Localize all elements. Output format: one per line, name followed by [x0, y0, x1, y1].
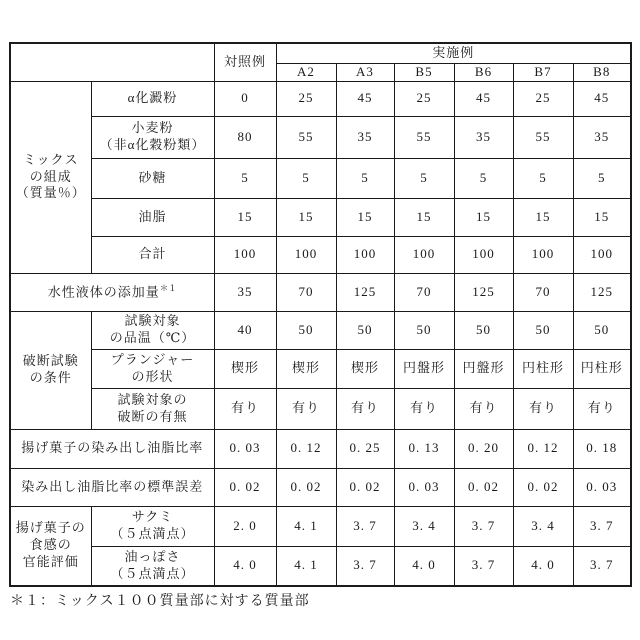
footnote-marker: ＊１ [159, 282, 177, 293]
value-cell: 125 [336, 273, 394, 311]
value-cell: 円柱形 [513, 349, 573, 388]
header-blank-cell [10, 43, 214, 81]
value-cell: 55 [513, 116, 573, 158]
value-cell: 55 [276, 116, 336, 158]
row-label-line: プランジャー [110, 351, 195, 367]
table-row-sugar [10, 158, 631, 198]
row-label-rupture-presence [91, 388, 214, 429]
value-cell: 80 [214, 116, 276, 158]
value-cell: 100 [214, 236, 276, 273]
value-cell: 55 [394, 116, 454, 158]
value-cell: 50 [336, 311, 394, 349]
group-label-line: 揚げ菓子の [15, 520, 86, 536]
row-label-oil-seepage-ratio: 揚げ菓子の染み出し油脂比率 [10, 429, 214, 468]
table-row-fat [10, 198, 631, 236]
value-cell: 70 [394, 273, 454, 311]
value-cell: 円盤形 [454, 349, 513, 388]
value-cell: 5 [573, 158, 631, 198]
group-label-mix-composition [10, 81, 91, 273]
value-cell: 15 [394, 198, 454, 236]
footnote: ＊１：ミックス１００質量部に対する質量部 [10, 594, 310, 609]
row-label-line: の品温（℃） [109, 330, 196, 345]
table-row-rupture [10, 388, 631, 429]
row-label-line: （非α化穀粉類） [99, 137, 206, 152]
row-label-line: サクミ [131, 509, 174, 525]
value-cell: 50 [454, 311, 513, 349]
value-cell: 45 [336, 81, 394, 116]
table-row-total [10, 236, 631, 273]
value-cell: 100 [513, 236, 573, 273]
value-cell: 0. 02 [336, 468, 394, 506]
group-label-line: の組成 [29, 168, 72, 184]
value-cell: 5 [276, 158, 336, 198]
value-cell: 0. 12 [276, 429, 336, 468]
value-cell: 0. 02 [276, 468, 336, 506]
value-cell: 25 [513, 81, 573, 116]
value-cell: 15 [573, 198, 631, 236]
table-row-plunger [10, 349, 631, 388]
value-cell: 50 [513, 311, 573, 349]
value-cell: 楔形 [276, 349, 336, 388]
table-row-aqueous [10, 273, 631, 311]
row-label-plunger-shape [91, 349, 214, 388]
table-row-oiliness [10, 546, 631, 586]
row-label-sugar: 砂糖 [91, 158, 214, 198]
value-cell: 45 [454, 81, 513, 116]
group-label-line: （質量％） [15, 185, 86, 201]
value-cell: 4. 1 [276, 506, 336, 546]
value-cell: 3. 7 [573, 506, 631, 546]
column-header-b5: B5 [394, 63, 454, 81]
row-label-line: 小麦粉 [131, 120, 174, 136]
value-cell: 0. 25 [336, 429, 394, 468]
column-header-b8: B8 [573, 63, 631, 81]
row-label-total: 合計 [91, 236, 214, 273]
row-label-sample-temp [91, 311, 214, 349]
value-cell: 100 [573, 236, 631, 273]
row-label-std-error: 染み出し油脂比率の標準誤差 [10, 468, 214, 506]
value-cell: 0. 03 [394, 468, 454, 506]
value-cell: 0. 02 [513, 468, 573, 506]
value-cell: 15 [336, 198, 394, 236]
value-cell: 4. 0 [513, 546, 573, 586]
row-label-line: 試験対象の [117, 391, 188, 407]
value-cell: 3. 7 [454, 506, 513, 546]
row-label-line: の形状 [131, 368, 174, 384]
value-cell: 45 [573, 81, 631, 116]
value-cell: 15 [276, 198, 336, 236]
value-cell: 有り [573, 388, 631, 429]
value-cell: 100 [276, 236, 336, 273]
table-row-crispness [10, 506, 631, 546]
group-label-rupture-test [10, 311, 91, 429]
value-cell: 円盤形 [394, 349, 454, 388]
value-cell: 円柱形 [573, 349, 631, 388]
group-label-line: の条件 [29, 370, 72, 385]
value-cell: 3. 7 [454, 546, 513, 586]
value-cell: 35 [336, 116, 394, 158]
value-cell: 100 [394, 236, 454, 273]
value-cell: 3. 4 [394, 506, 454, 546]
value-cell: 0. 02 [214, 468, 276, 506]
value-cell: 有り [513, 388, 573, 429]
column-header-a3: A3 [336, 63, 394, 81]
value-cell: 0. 02 [454, 468, 513, 506]
table-row-header-1 [10, 43, 631, 63]
column-header-b6: B6 [454, 63, 513, 81]
value-cell: 有り [214, 388, 276, 429]
value-cell: 3. 7 [336, 506, 394, 546]
row-label-fat: 油脂 [91, 198, 214, 236]
value-cell: 有り [336, 388, 394, 429]
row-label-line: （５点満点） [110, 526, 195, 541]
column-header-b7: B7 [513, 63, 573, 81]
row-label-oiliness [91, 546, 214, 586]
row-label-flour [91, 116, 214, 158]
value-cell: 5 [454, 158, 513, 198]
value-cell: 5 [336, 158, 394, 198]
group-label-line: 官能評価 [22, 554, 79, 570]
value-cell: 0. 03 [214, 429, 276, 468]
group-label-line: 破断試験 [22, 353, 79, 369]
value-cell: 5 [513, 158, 573, 198]
group-label-line: 食感の [29, 537, 72, 553]
value-cell: 5 [214, 158, 276, 198]
value-cell: 35 [214, 273, 276, 311]
table-row-oil-ratio [10, 429, 631, 468]
row-label-aqueous-liquid [10, 273, 214, 311]
value-cell: 4. 0 [214, 546, 276, 586]
value-cell: 0. 18 [573, 429, 631, 468]
value-cell: 125 [454, 273, 513, 311]
value-cell: 15 [214, 198, 276, 236]
row-label-line: 油っぽさ [124, 548, 181, 564]
value-cell: 50 [573, 311, 631, 349]
value-cell: 125 [573, 273, 631, 311]
column-header-a2: A2 [276, 63, 336, 81]
value-cell: 4. 1 [276, 546, 336, 586]
patent-table [9, 42, 632, 587]
value-cell: 70 [513, 273, 573, 311]
value-cell: 25 [394, 81, 454, 116]
value-cell: 0 [214, 81, 276, 116]
value-cell: 25 [276, 81, 336, 116]
row-label-line: 破断の有無 [117, 408, 188, 424]
value-cell: 3. 7 [573, 546, 631, 586]
row-label-line: （５点満点） [110, 565, 195, 581]
row-label-line: 試験対象 [124, 313, 181, 329]
value-cell: 有り [394, 388, 454, 429]
value-cell: 50 [394, 311, 454, 349]
value-cell: 100 [336, 236, 394, 273]
value-cell: 40 [214, 311, 276, 349]
row-label-crispness [91, 506, 214, 546]
value-cell: 5 [394, 158, 454, 198]
value-cell: 0. 20 [454, 429, 513, 468]
value-cell: 70 [276, 273, 336, 311]
value-cell: 0. 13 [394, 429, 454, 468]
value-cell: 2. 0 [214, 506, 276, 546]
header-examples: 実施例 [276, 43, 631, 63]
value-cell: 0. 12 [513, 429, 573, 468]
value-cell: 有り [276, 388, 336, 429]
row-label-starch: α化澱粉 [91, 81, 214, 116]
table-row-starch [10, 81, 631, 116]
value-cell: 35 [573, 116, 631, 158]
value-cell: 15 [454, 198, 513, 236]
value-cell: 35 [454, 116, 513, 158]
value-cell: 3. 4 [513, 506, 573, 546]
table-row-flour [10, 116, 631, 158]
value-cell: 0. 03 [573, 468, 631, 506]
header-control: 対照例 [214, 43, 276, 81]
value-cell: 4. 0 [394, 546, 454, 586]
row-label-text: 水性液体の添加量 [47, 284, 160, 300]
group-label-sensory-evaluation [10, 506, 91, 586]
value-cell: 15 [513, 198, 573, 236]
value-cell: 有り [454, 388, 513, 429]
value-cell: 楔形 [336, 349, 394, 388]
value-cell: 楔形 [214, 349, 276, 388]
table-row-temp [10, 311, 631, 349]
value-cell: 3. 7 [336, 546, 394, 586]
group-label-line: ミックス [22, 151, 79, 167]
table-row-std-error [10, 468, 631, 506]
value-cell: 50 [276, 311, 336, 349]
value-cell: 100 [454, 236, 513, 273]
